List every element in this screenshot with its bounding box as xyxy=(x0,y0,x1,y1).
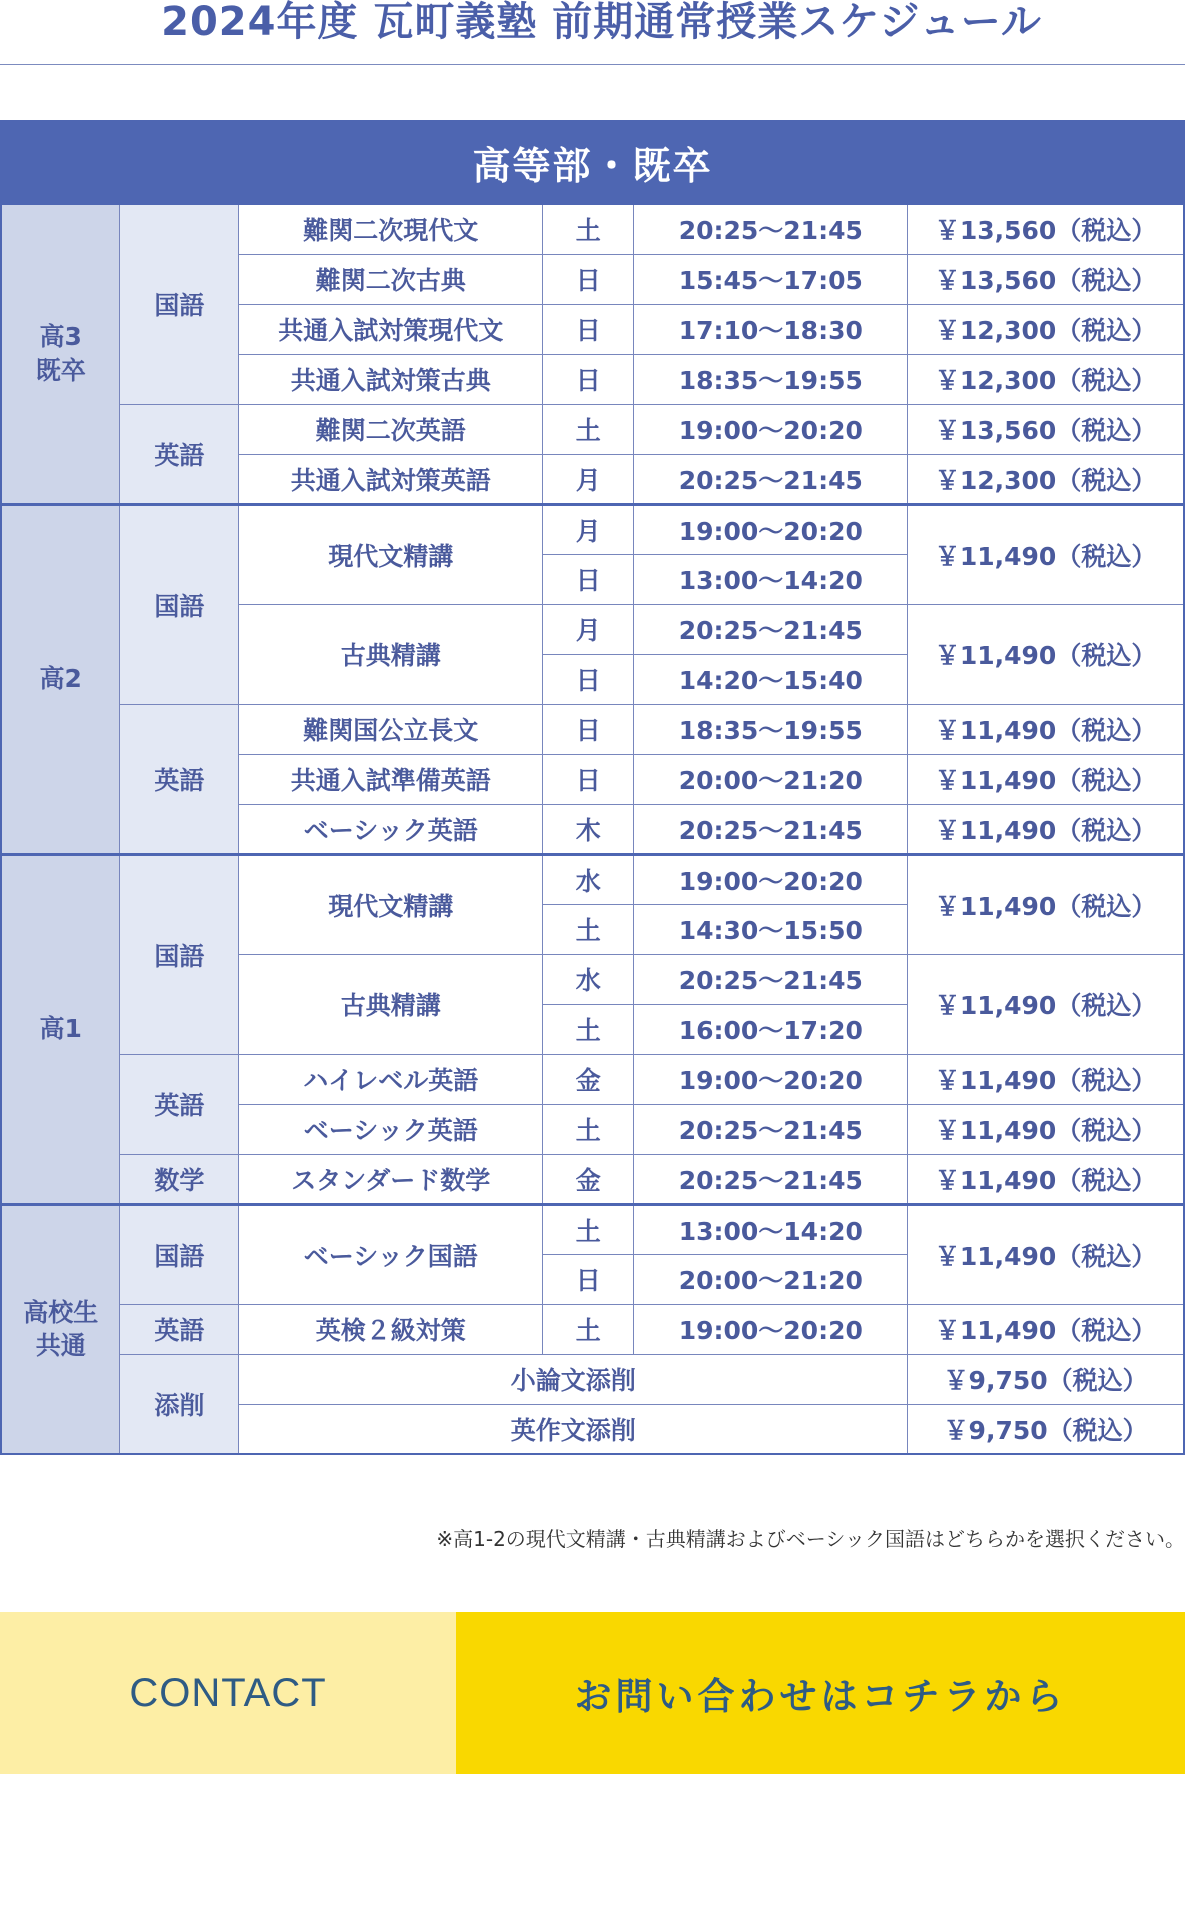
title-divider xyxy=(0,64,1185,65)
day-cell: 月 xyxy=(543,504,634,554)
table-row xyxy=(1,1304,1184,1354)
table-row xyxy=(1,204,1184,254)
time-cell: 20:25～21:45 xyxy=(634,804,908,854)
day-cell: 日 xyxy=(543,304,634,354)
course-name-cell: 難関二次現代文 xyxy=(239,204,543,254)
price-cell: ￥13,560（税込） xyxy=(908,204,1184,254)
day-cell: 金 xyxy=(543,1154,634,1204)
time-cell: 19:00～20:20 xyxy=(634,404,908,454)
day-cell: 日 xyxy=(543,654,634,704)
time-cell: 18:35～19:55 xyxy=(634,704,908,754)
price-cell: ￥12,300（税込） xyxy=(908,304,1184,354)
table-header: 高等部・既卒 xyxy=(1,121,1184,204)
grade-cell: 高3 既卒 xyxy=(1,204,120,504)
course-name-cell: 難関国公立長文 xyxy=(239,704,543,754)
time-cell: 14:20～15:40 xyxy=(634,654,908,704)
subject-cell: 英語 xyxy=(120,704,239,854)
grade-cell: 高2 xyxy=(1,504,120,854)
day-cell: 日 xyxy=(543,704,634,754)
time-cell: 20:25～21:45 xyxy=(634,204,908,254)
course-name-cell: 英検２級対策 xyxy=(239,1304,543,1354)
table-row xyxy=(1,504,1184,554)
course-name-cell: ベーシック英語 xyxy=(239,804,543,854)
day-cell: 木 xyxy=(543,804,634,854)
day-cell: 土 xyxy=(543,1004,634,1054)
day-cell: 土 xyxy=(543,1204,634,1254)
subject-cell: 国語 xyxy=(120,204,239,404)
table-row xyxy=(1,1054,1184,1104)
price-cell: ￥9,750（税込） xyxy=(908,1354,1184,1404)
price-cell: ￥11,490（税込） xyxy=(908,704,1184,754)
subject-cell: 添削 xyxy=(120,1354,239,1454)
day-cell: 日 xyxy=(543,254,634,304)
day-cell: 日 xyxy=(543,554,634,604)
price-cell: ￥11,490（税込） xyxy=(908,804,1184,854)
course-name-cell: 英作文添削 xyxy=(239,1404,908,1454)
day-cell: 土 xyxy=(543,1104,634,1154)
time-cell: 19:00～20:20 xyxy=(634,1304,908,1354)
schedule-table xyxy=(0,120,1185,1455)
price-cell: ￥11,490（税込） xyxy=(908,854,1184,954)
time-cell: 20:25～21:45 xyxy=(634,1154,908,1204)
time-cell: 16:00～17:20 xyxy=(634,1004,908,1054)
time-cell: 13:00～14:20 xyxy=(634,1204,908,1254)
table-row xyxy=(1,1354,1184,1404)
course-name-cell: 現代文精講 xyxy=(239,854,543,954)
table-row xyxy=(1,1204,1184,1254)
price-cell: ￥11,490（税込） xyxy=(908,954,1184,1054)
course-name-cell: 共通入試対策現代文 xyxy=(239,304,543,354)
time-cell: 17:10～18:30 xyxy=(634,304,908,354)
day-cell: 日 xyxy=(543,754,634,804)
price-cell: ￥11,490（税込） xyxy=(908,504,1184,604)
subject-cell: 国語 xyxy=(120,854,239,1054)
time-cell: 18:35～19:55 xyxy=(634,354,908,404)
time-cell: 13:00～14:20 xyxy=(634,554,908,604)
time-cell: 20:25～21:45 xyxy=(634,454,908,504)
price-cell: ￥11,490（税込） xyxy=(908,1054,1184,1104)
time-cell: 14:30～15:50 xyxy=(634,904,908,954)
subject-cell: 国語 xyxy=(120,504,239,704)
day-cell: 土 xyxy=(543,204,634,254)
price-cell: ￥11,490（税込） xyxy=(908,754,1184,804)
price-cell: ￥11,490（税込） xyxy=(908,1104,1184,1154)
price-cell: ￥13,560（税込） xyxy=(908,404,1184,454)
contact-button[interactable]: お問い合わせはコチラから xyxy=(456,1612,1185,1774)
subject-cell: 英語 xyxy=(120,1054,239,1154)
table-row xyxy=(1,704,1184,754)
price-cell: ￥11,490（税込） xyxy=(908,1154,1184,1204)
day-cell: 日 xyxy=(543,354,634,404)
price-cell: ￥9,750（税込） xyxy=(908,1404,1184,1454)
course-name-cell: スタンダード数学 xyxy=(239,1154,543,1204)
price-cell: ￥13,560（税込） xyxy=(908,254,1184,304)
time-cell: 15:45～17:05 xyxy=(634,254,908,304)
price-cell: ￥12,300（税込） xyxy=(908,454,1184,504)
time-cell: 20:00～21:20 xyxy=(634,1254,908,1304)
contact-label[interactable]: CONTACT xyxy=(0,1612,456,1774)
grade-cell: 高1 xyxy=(1,854,120,1204)
day-cell: 土 xyxy=(543,404,634,454)
price-cell: ￥12,300（税込） xyxy=(908,354,1184,404)
schedule-body xyxy=(1,204,1184,1454)
subject-cell: 国語 xyxy=(120,1204,239,1304)
price-cell: ￥11,490（税込） xyxy=(908,604,1184,704)
subject-cell: 数学 xyxy=(120,1154,239,1204)
subject-cell: 英語 xyxy=(120,1304,239,1354)
day-cell: 日 xyxy=(543,1254,634,1304)
table-row xyxy=(1,854,1184,904)
time-cell: 20:25～21:45 xyxy=(634,1104,908,1154)
day-cell: 月 xyxy=(543,454,634,504)
page-title: 2024年度 瓦町義塾 前期通常授業スケジュール xyxy=(161,0,1042,45)
course-name-cell: ベーシック国語 xyxy=(239,1204,543,1304)
day-cell: 水 xyxy=(543,854,634,904)
price-cell: ￥11,490（税込） xyxy=(908,1304,1184,1354)
course-name-cell: 小論文添削 xyxy=(239,1354,908,1404)
day-cell: 水 xyxy=(543,954,634,1004)
course-name-cell: 難関二次英語 xyxy=(239,404,543,454)
course-name-cell: 古典精講 xyxy=(239,604,543,704)
subject-cell: 英語 xyxy=(120,404,239,504)
course-name-cell: 古典精講 xyxy=(239,954,543,1054)
day-cell: 月 xyxy=(543,604,634,654)
day-cell: 金 xyxy=(543,1054,634,1104)
day-cell: 土 xyxy=(543,1304,634,1354)
table-row xyxy=(1,404,1184,454)
time-cell: 19:00～20:20 xyxy=(634,504,908,554)
course-name-cell: 共通入試対策英語 xyxy=(239,454,543,504)
course-name-cell: 共通入試準備英語 xyxy=(239,754,543,804)
time-cell: 19:00～20:20 xyxy=(634,1054,908,1104)
price-cell: ￥11,490（税込） xyxy=(908,1204,1184,1304)
time-cell: 20:00～21:20 xyxy=(634,754,908,804)
day-cell: 土 xyxy=(543,904,634,954)
time-cell: 20:25～21:45 xyxy=(634,604,908,654)
course-name-cell: ハイレベル英語 xyxy=(239,1054,543,1104)
course-name-cell: ベーシック英語 xyxy=(239,1104,543,1154)
course-name-cell: 共通入試対策古典 xyxy=(239,354,543,404)
time-cell: 19:00～20:20 xyxy=(634,854,908,904)
table-row xyxy=(1,1154,1184,1204)
selection-note: ※高1-2の現代文精講・古典精講およびベーシック国語はどちらかを選択ください。 xyxy=(436,1527,1185,1551)
course-name-cell: 難関二次古典 xyxy=(239,254,543,304)
course-name-cell: 現代文精講 xyxy=(239,504,543,604)
grade-cell: 高校生 共通 xyxy=(1,1204,120,1454)
time-cell: 20:25～21:45 xyxy=(634,954,908,1004)
